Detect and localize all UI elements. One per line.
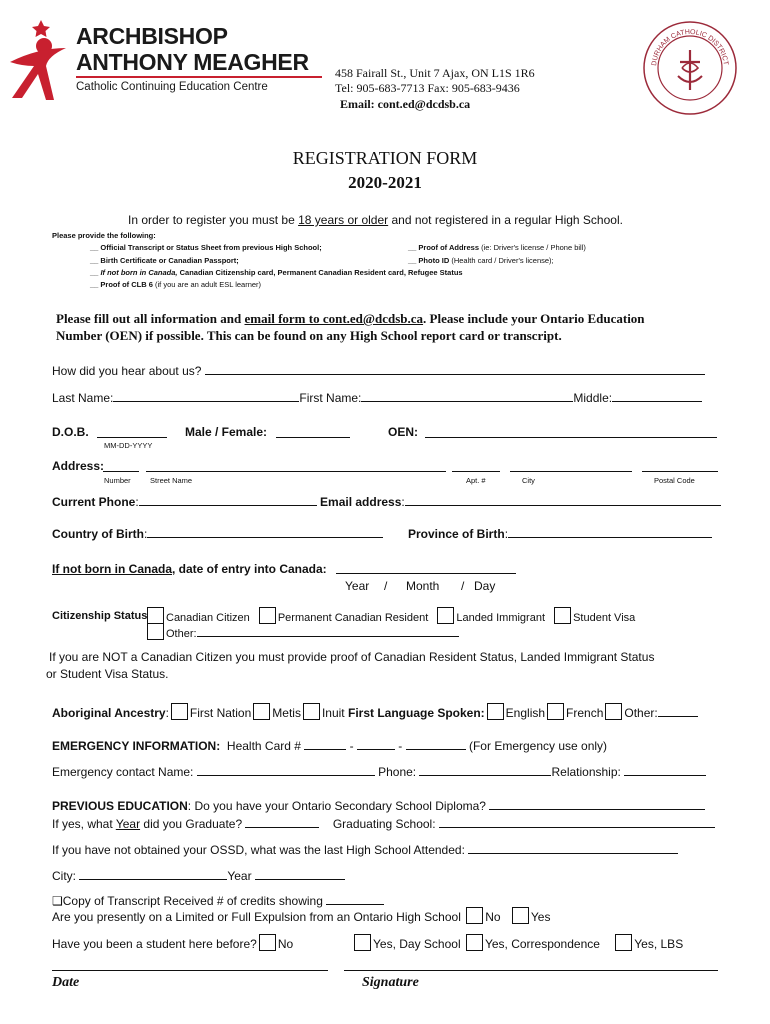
school-subtitle: Catholic Continuing Education Centre <box>76 81 268 93</box>
landed-immigrant-checkbox[interactable] <box>437 607 454 624</box>
phone-field[interactable] <box>139 494 317 506</box>
address-apt-hint: Apt. # <box>466 476 486 485</box>
school-city-label: City: <box>52 869 76 883</box>
address-postal-field[interactable] <box>642 471 718 472</box>
graduation-question-post: did you Graduate? <box>140 817 243 831</box>
emergency-contact-label: Emergency contact Name: <box>52 765 194 779</box>
citizenship-other-checkbox[interactable] <box>147 623 164 640</box>
citizenship-options <box>145 607 635 624</box>
address-city-hint: City <box>522 476 535 485</box>
intro-pre: In order to register you must be <box>128 213 299 227</box>
email-notice-line1: Please fill out all information and email form to cont.ed@dcdsb.ca. Please include your Ontario Education <box>56 311 645 326</box>
expulsion-no-label: No <box>485 910 501 924</box>
health-card-part3[interactable] <box>406 738 466 750</box>
previous-education-label: PREVIOUS EDUCATION <box>52 799 188 813</box>
ossd-answer-field[interactable] <box>489 798 705 810</box>
address-number-hint: Number <box>104 476 131 485</box>
graduation-question-year: Year <box>115 817 141 831</box>
phone-label: Current Phone <box>52 495 136 509</box>
country-field[interactable] <box>147 526 383 538</box>
emergency-row: EMERGENCY INFORMATION: Health Card # - - (For Emergency use only) <box>52 739 608 753</box>
middle-name-field[interactable] <box>612 390 702 402</box>
address-label: Address <box>52 459 101 473</box>
entry-slash1: / <box>384 579 388 593</box>
school-email: Email: cont.ed@dcdsb.ca <box>340 97 471 111</box>
citizenship-other-row <box>145 623 459 640</box>
province-field[interactable] <box>508 526 712 538</box>
emergency-contact-field[interactable] <box>197 764 375 776</box>
signature-label: Signature <box>362 975 419 990</box>
graduation-question-pre: If yes, what <box>52 817 116 831</box>
gender-field[interactable] <box>276 437 350 438</box>
address-label-wrap: Address: <box>52 459 105 473</box>
hear-about-us-row <box>52 363 705 378</box>
intro-post: and not registered in a regular High School. <box>388 213 623 227</box>
address-street-hint: Street Name <box>150 476 193 485</box>
last-school-row <box>52 842 678 857</box>
english-checkbox[interactable] <box>487 703 504 720</box>
citizenship-other-label: Other: <box>166 628 197 640</box>
school-name-line1: ARCHBISHOP <box>76 23 228 49</box>
contact-row: Current Phone: Email address: <box>52 494 721 509</box>
hear-about-us-field[interactable] <box>205 363 705 375</box>
dob-label: D.O.B. <box>52 425 89 439</box>
provide-photo-id: __ Photo ID (Health card / Driver's license); <box>408 256 554 265</box>
ossd-question-row <box>52 798 705 813</box>
expulsion-yes-checkbox[interactable] <box>512 907 529 924</box>
intro-age: 18 years or older <box>298 213 389 227</box>
signature-field[interactable] <box>344 970 718 971</box>
expulsion-question: Are you presently on a Limited or Full Expulsion from an Ontario High School <box>52 910 461 924</box>
ossd-question: : Do you have your Ontario Secondary School Diploma? <box>187 799 486 813</box>
day-school-label: Yes, Day School <box>373 937 461 951</box>
school-address: 458 Fairall St., Unit 7 Ajax, ON L1S 1R6 <box>335 66 535 80</box>
province-label: Province of Birth <box>408 527 505 541</box>
first-name-label: First Name <box>299 391 359 405</box>
citizenship-label: Citizenship Status <box>52 610 148 622</box>
english-label: English <box>505 706 546 720</box>
gender-label: Male / Female <box>185 425 264 439</box>
metis-checkbox[interactable] <box>253 703 270 720</box>
noncitizen-notice-line1: If you are NOT a Canadian Citizen you must provide proof of Canadian Resident Status, Landed Immigrant Status <box>49 650 655 664</box>
last-name-label: Last Name <box>52 391 111 405</box>
country-row: Country of Birth: <box>52 526 383 541</box>
school-name-line2: ANTHONY MEAGHER <box>76 49 309 75</box>
name-row: Last Name: First Name: Middle: <box>52 390 702 405</box>
provide-birth-cert: __ Birth Certificate or Canadian Passport; <box>90 256 239 265</box>
last-school-field[interactable] <box>468 842 678 854</box>
graduation-row <box>52 816 715 831</box>
day-school-checkbox[interactable] <box>354 934 371 951</box>
inuit-checkbox[interactable] <box>303 703 320 720</box>
graduating-school-label: Graduating School: <box>332 817 436 831</box>
entry-day-hint: Day <box>474 579 496 593</box>
logo-divider <box>76 76 322 78</box>
oen-label: OEN <box>388 425 415 439</box>
gender-row: Male / Female: <box>185 425 268 439</box>
french-checkbox[interactable] <box>547 703 564 720</box>
oen-field[interactable] <box>425 437 717 438</box>
transcript-received-label: ❑Copy of Transcript Received # of credits showing <box>52 894 323 908</box>
school-year-label: Year <box>227 869 252 883</box>
expulsion-yes-label: Yes <box>530 910 551 924</box>
email-field[interactable] <box>405 494 721 506</box>
school-phone: Tel: 905-683-7713 Fax: 905-683-9436 <box>335 81 520 95</box>
metis-label: Metis <box>272 706 301 720</box>
provide-citizenship: __ If not born in Canada, Canadian Citizenship card, Permanent Canadian Resident card, Refugee Status <box>90 268 463 277</box>
first-nation-label: First Nation <box>189 706 252 720</box>
landed-immigrant-label: Landed Immigrant <box>456 612 546 624</box>
intro-text <box>128 213 623 227</box>
date-label: Date <box>52 975 80 990</box>
email-label: Email address <box>320 495 402 509</box>
correspondence-label: Yes, Correspondence <box>484 937 600 951</box>
emergency-contact-row <box>52 764 706 779</box>
provide-heading: Please provide the following: <box>52 231 156 240</box>
email-notice-line2: Number (OEN) if possible. This can be found on any High School report card or transcript. <box>56 328 562 343</box>
other-language-field[interactable] <box>658 705 698 717</box>
aboriginal-label: Aboriginal Ancestry <box>52 706 166 720</box>
provide-transcript: __ Official Transcript or Status Sheet from previous High School; <box>90 243 322 252</box>
email-notice-link[interactable]: email form to cont.ed@dcdsb.ca <box>244 311 424 326</box>
graduation-year-field[interactable] <box>245 816 319 828</box>
middle-name-label: Middle <box>573 391 609 405</box>
student-visa-checkbox[interactable] <box>554 607 571 624</box>
health-card-part1[interactable] <box>304 738 346 750</box>
student-before-no-checkbox[interactable] <box>259 934 276 951</box>
noncitizen-notice-line2: or Student Visa Status. <box>46 667 169 681</box>
not-born-label: If not born in Canada <box>52 562 172 576</box>
transcript-row <box>52 893 384 908</box>
lbs-label: Yes, LBS <box>634 937 684 951</box>
dob-field[interactable] <box>97 437 167 438</box>
address-number-field[interactable] <box>103 471 139 472</box>
student-before-row <box>52 934 293 951</box>
entry-date-field[interactable] <box>336 573 516 574</box>
health-card-note: (For Emergency use only) <box>468 739 608 753</box>
student-visa-label: Student Visa <box>573 612 636 624</box>
student-before-no-label: No <box>277 937 294 951</box>
first-name-field[interactable] <box>361 390 573 402</box>
address-city-field[interactable] <box>510 471 632 472</box>
entry-year-hint: Year <box>345 579 370 593</box>
board-seal-icon <box>642 20 738 116</box>
date-field[interactable] <box>52 970 328 971</box>
last-name-field[interactable] <box>113 390 299 402</box>
city-year-row <box>52 868 345 883</box>
emergency-label: EMERGENCY INFORMATION: <box>52 739 221 753</box>
hear-about-us-label: How did you hear about us? <box>52 364 202 378</box>
provide-clb: __ Proof of CLB 6 (if you are an adult ESL learner) <box>90 280 262 289</box>
citizen-checkbox[interactable] <box>147 607 164 624</box>
citizen-option-label: Canadian Citizen <box>166 612 250 624</box>
provide-address: __ Proof of Address (ie: Driver's license / Phone bill) <box>408 243 586 252</box>
permanent-resident-checkbox[interactable] <box>259 607 276 624</box>
permanent-resident-label: Permanent Canadian Resident <box>277 612 429 624</box>
entry-date-label: , date of entry into Canada: <box>172 562 327 576</box>
aboriginal-row: Aboriginal Ancestry: First Nation Metis Inuit First Language Spoken: English French Other: <box>52 703 698 720</box>
school-year-field[interactable] <box>255 868 345 880</box>
province-row: Province of Birth: <box>408 526 712 541</box>
form-title: REGISTRATION FORM <box>292 148 478 168</box>
school-city-field[interactable] <box>79 868 227 880</box>
board-seal <box>642 20 738 116</box>
student-type-options <box>352 934 683 951</box>
first-nation-checkbox[interactable] <box>171 703 188 720</box>
address-street-field[interactable] <box>146 471 446 472</box>
expulsion-row <box>52 907 550 924</box>
school-logo-figure-icon <box>8 18 78 108</box>
other-language-checkbox[interactable] <box>605 703 622 720</box>
student-before-question: Have you been a student here before? <box>52 937 257 951</box>
other-language-label: Other: <box>624 706 658 720</box>
last-school-question: If you have not obtained your OSSD, what was the last High School Attended: <box>52 843 465 857</box>
address-apt-field[interactable] <box>452 471 500 472</box>
address-postal-hint: Postal Code <box>654 476 695 485</box>
relationship-label: Relationship: <box>551 765 621 779</box>
dob-format-hint: MM-DD-YYYY <box>104 441 153 450</box>
graduating-school-field[interactable] <box>439 816 715 828</box>
health-card-label: Health Card # <box>226 739 301 753</box>
entry-slash2: / <box>461 579 465 593</box>
emergency-phone-field[interactable] <box>419 764 551 776</box>
citizenship-other-field[interactable] <box>197 625 459 637</box>
french-label: French <box>566 706 604 720</box>
form-year: 2020-2021 <box>348 173 422 192</box>
relationship-field[interactable] <box>624 764 706 776</box>
first-language-label: First Language Spoken: <box>347 706 485 720</box>
lbs-checkbox[interactable] <box>615 934 632 951</box>
school-logo <box>8 18 328 108</box>
inuit-label: Inuit <box>321 706 345 720</box>
correspondence-checkbox[interactable] <box>466 934 483 951</box>
credits-field[interactable] <box>326 893 384 905</box>
emergency-phone-label: Phone: <box>378 765 417 779</box>
entry-date-row <box>52 562 327 576</box>
board-seal-text: DURHAM CATHOLIC DISTRICT <box>651 28 729 67</box>
svg-text:DURHAM CATHOLIC DISTRICT SCHOO <box>642 20 729 67</box>
health-card-part2[interactable] <box>357 738 395 750</box>
expulsion-no-checkbox[interactable] <box>466 907 483 924</box>
oen-label-wrap: OEN: <box>388 425 419 439</box>
country-label: Country of Birth <box>52 527 144 541</box>
entry-month-hint: Month <box>406 579 440 593</box>
